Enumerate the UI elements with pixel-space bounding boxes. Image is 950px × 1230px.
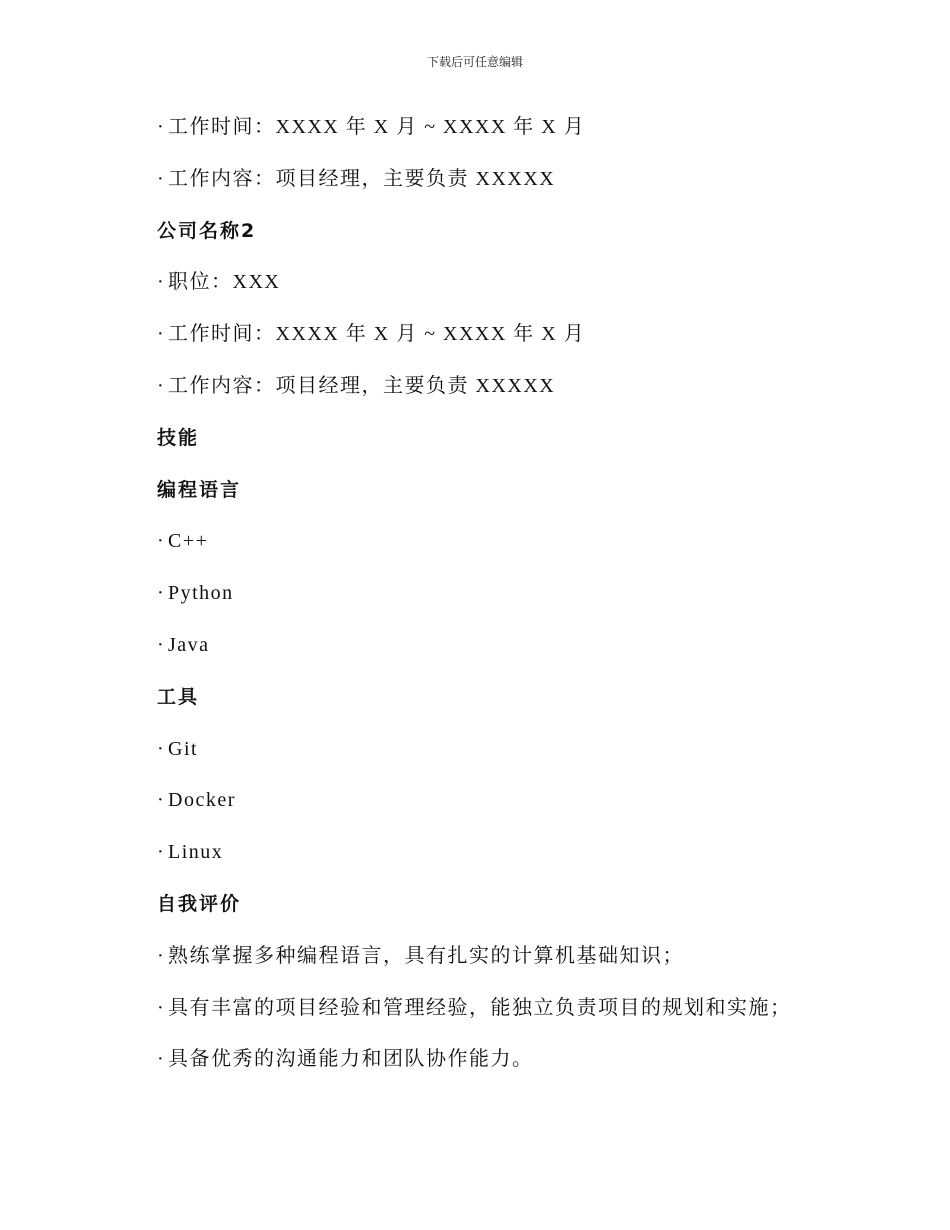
self-evaluation-heading: 自我评价	[157, 892, 242, 915]
line-text: C++	[168, 530, 209, 553]
line-text: Docker	[168, 789, 236, 812]
bullet-icon: ·	[157, 582, 164, 605]
bullet-icon: ·	[157, 789, 164, 812]
work-time-line-1	[157, 104, 857, 156]
tool-item-docker	[157, 777, 857, 829]
self-eval-item-1	[157, 933, 857, 985]
tool-item-git	[157, 726, 857, 778]
line-text: 熟练掌握多种编程语言，具有扎实的计算机基础知识；	[168, 944, 684, 967]
line-text: Python	[168, 582, 234, 605]
skills-heading: 技能	[157, 426, 200, 449]
bullet-icon: ·	[157, 271, 164, 294]
line-text: 职位：XXX	[168, 271, 281, 294]
tools-heading: 工具	[157, 685, 200, 708]
bullet-icon: ·	[157, 633, 164, 656]
bullet-icon: ·	[157, 167, 164, 190]
work-time-line-2	[157, 311, 857, 363]
work-content-line-2	[157, 363, 857, 415]
page-header-note: 下载后可任意编辑	[426, 55, 523, 69]
skill-item-java	[157, 622, 857, 674]
bullet-icon: ·	[157, 944, 164, 967]
bullet-icon: ·	[157, 1048, 164, 1071]
line-text: Git	[168, 737, 199, 760]
self-eval-item-2	[157, 985, 857, 1037]
line-text: 工作时间：XXXX 年 X 月 ~ XXXX 年 X 月	[168, 116, 586, 138]
position-line	[157, 259, 857, 311]
line-text: 具备优秀的沟通能力和团队协作能力。	[168, 1048, 534, 1071]
self-eval-item-3	[157, 1036, 857, 1088]
bullet-icon: ·	[157, 323, 164, 346]
bullet-icon: ·	[157, 116, 164, 138]
tool-item-linux	[157, 829, 857, 881]
company-name-heading: 公司名称2	[157, 219, 257, 242]
line-text: 工作内容：项目经理，主要负责 XXXXX	[168, 374, 556, 397]
line-text: Linux	[168, 841, 224, 864]
line-text: 具有丰富的项目经验和管理经验，能独立负责项目的规划和实施；	[168, 996, 792, 1019]
programming-languages-heading: 编程语言	[157, 478, 242, 501]
skill-item-python	[157, 570, 857, 622]
line-text: 工作时间：XXXX 年 X 月 ~ XXXX 年 X 月	[168, 323, 586, 346]
work-content-line-1	[157, 156, 857, 208]
document-body	[157, 104, 857, 1088]
line-text: 工作内容：项目经理，主要负责 XXXXX	[168, 167, 556, 190]
bullet-icon: ·	[157, 841, 164, 864]
bullet-icon: ·	[157, 530, 164, 553]
line-text: Java	[168, 633, 210, 656]
bullet-icon: ·	[157, 737, 164, 760]
skill-item-cpp	[157, 518, 857, 570]
bullet-icon: ·	[157, 374, 164, 397]
bullet-icon: ·	[157, 996, 164, 1019]
